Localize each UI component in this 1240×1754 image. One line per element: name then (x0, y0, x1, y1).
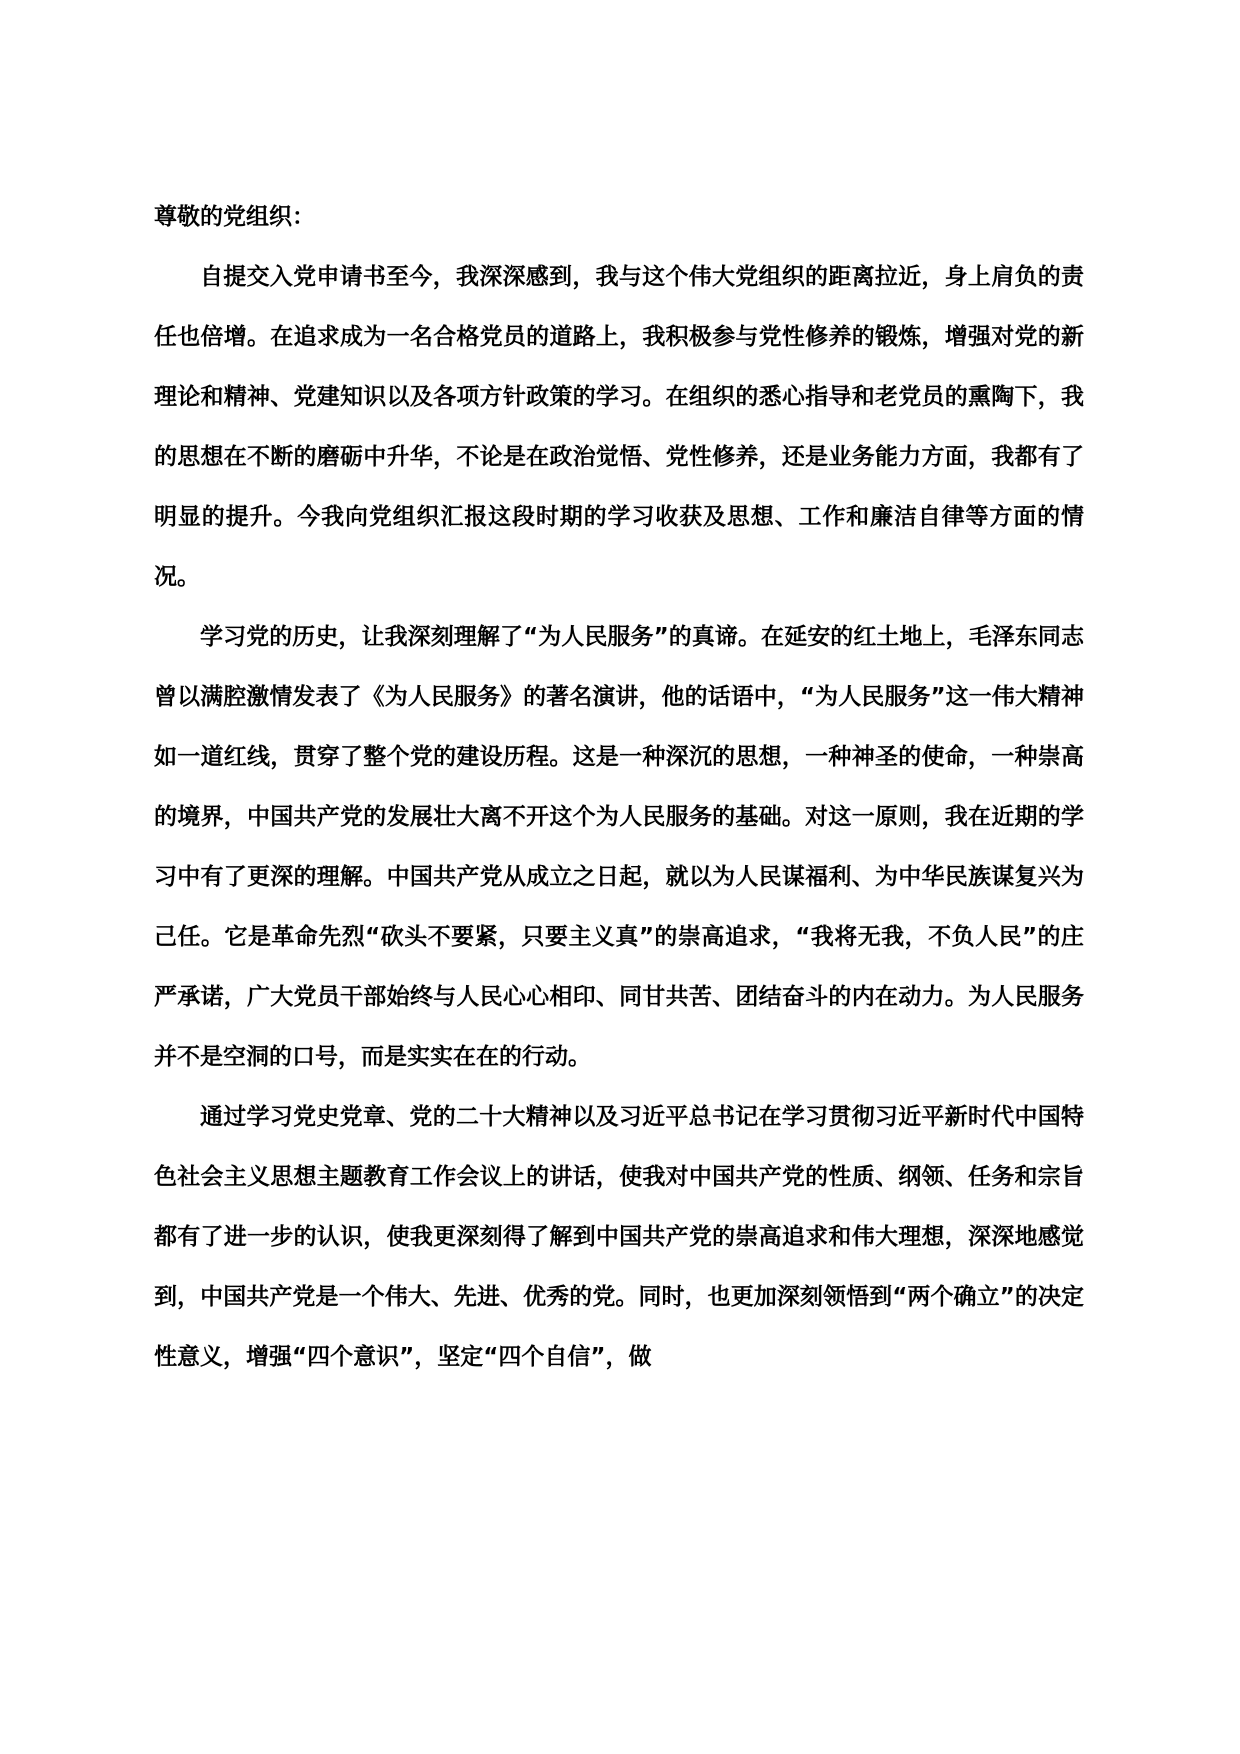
letter-body (154, 187, 1084, 1387)
paragraph-2: 学习党的历史，让我深刻理解了“为人民服务”的真谛。在延安的红土地上，毛泽东同志曾以满腔激情发表了《为人民服务》的著名演讲，他的话语中，“为人民服务”这一伟大精神如一道红线，贯穿了整个党的建设历程。这是一种深沉的思想，一种神圣的使命，一种崇高的境界，中国共产党的发展壮大离不开这个为人民服务的基础。对这一原则，我在近期的学习中有了更深的理解。中国共产党从成立之日起，就以为人民谋福利、为中华民族谋复兴为己任。它是革命先烈“砍头不要紧，只要主义真”的崇高追求，“我将无我，不负人民”的庄严承诺，广大党员干部始终与人民心心相印、同甘共苦、团结奋斗的内在动力。为人民服务并不是空洞的口号，而是实实在在的行动。 (154, 624, 1084, 1070)
paragraph-3: 通过学习党史党章、党的二十大精神以及习近平总书记在学习贯彻习近平新时代中国特色社会主义思想主题教育工作会议上的讲话，使我对中国共产党的性质、纲领、任务和宗旨都有了进一步的认识，使我更深刻得了解到中国共产党的崇高追求和伟大理想，深深地感觉到，中国共产党是一个伟大、先进、优秀的党。同时，也更加深刻领悟到“两个确立”的决定性意义，增强“四个意识”，坚定“四个自信”，做 (154, 1104, 1084, 1370)
salutation: 尊敬的党组织： (154, 204, 315, 230)
paragraph-1: 自提交入党申请书至今，我深深感到，我与这个伟大党组织的距离拉近，身上肩负的责任也倍增。在追求成为一名合格党员的道路上，我积极参与党性修养的锻炼，增强对党的新理论和精神、党建知识以及各项方针政策的学习。在组织的悉心指导和老党员的熏陶下，我的思想在不断的磨砺中升华，不论是在政治觉悟、党性修养，还是业务能力方面，我都有了明显的提升。今我向党组织汇报这段时期的学习收获及思想、工作和廉洁自律等方面的情况。 (154, 264, 1084, 590)
